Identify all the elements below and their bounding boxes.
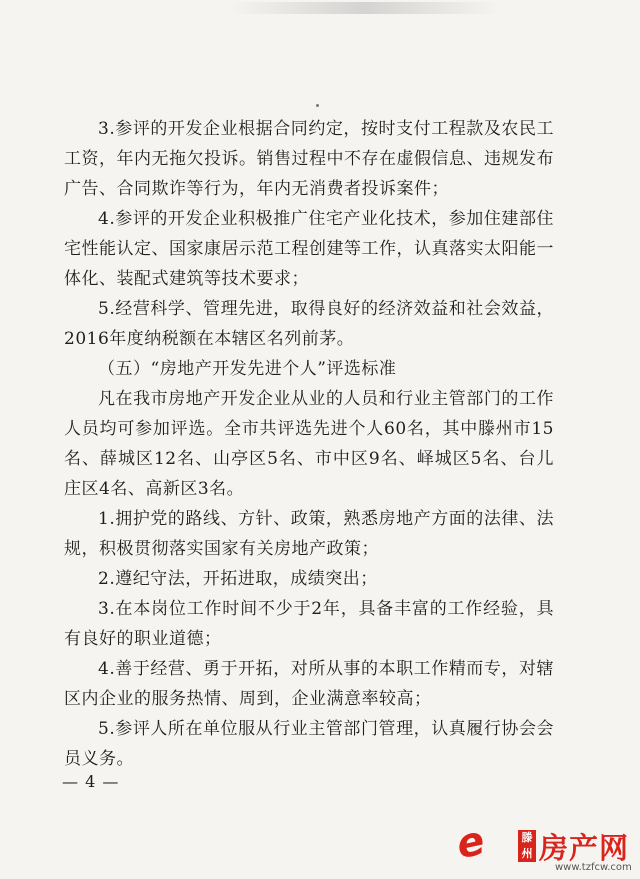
scan-header-smudge: [230, 2, 500, 14]
criteria-item-1: 1.拥护党的路线、方针、政策，熟悉房地产方面的法律、法规，积极贯彻落实国家有关房地产政策；: [64, 509, 554, 559]
watermark-city-badge: 滕州: [518, 830, 536, 862]
paragraph-intro: 凡在我市房地产开发企业从业的人员和行业主管部门的工作人员均可参加评选。全市共评选先进个人60名，其中滕州市15名、薛城区12名、山亭区5名、市中区9名、峄城区5名、台儿庄区4名、高新区3名。: [64, 389, 554, 499]
section-heading: （五）“房地产开发先进个人”评选标准: [98, 359, 397, 379]
watermark-logo-icon: e: [452, 817, 489, 869]
scan-speck: [316, 104, 319, 107]
watermark-url: www.tzfcw.com: [555, 862, 632, 873]
page-number: — 4 —: [62, 772, 120, 791]
site-watermark: [452, 817, 635, 876]
criteria-item-2: 2.遵纪守法，开拓进取，成绩突出；: [98, 569, 378, 589]
criteria-item-5: 5.参评人所在单位服从行业主管部门管理，认真履行协会会员义务。: [64, 719, 554, 769]
watermark-site-name: 房产网: [539, 831, 630, 865]
document-body: [64, 114, 554, 774]
criteria-item-4: 4.善于经营、勇于开拓，对所从事的本职工作精而专，对辖区内企业的服务热情、周到，企业满意率较高；: [64, 659, 554, 709]
criteria-item-3: 3.在本岗位工作时间不少于2年，具备丰富的工作经验，具有良好的职业道德；: [64, 599, 554, 649]
paragraph-item-5: 5.经营科学、管理先进，取得良好的经济效益和社会效益，2016年度纳税额在本辖区名列前茅。: [64, 299, 554, 349]
paragraph-item-3: 3.参评的开发企业根据合同约定，按时支付工程款及农民工工资，年内无拖欠投诉。销售过程中不存在虚假信息、违规发布广告、合同欺诈等行为，年内无消费者投诉案件；: [64, 119, 554, 199]
paragraph-item-4: 4.参评的开发企业积极推广住宅产业化技术，参加住建部住宅性能认定、国家康居示范工程创建等工作，认真落实太阳能一体化、装配式建筑等技术要求；: [64, 209, 554, 289]
